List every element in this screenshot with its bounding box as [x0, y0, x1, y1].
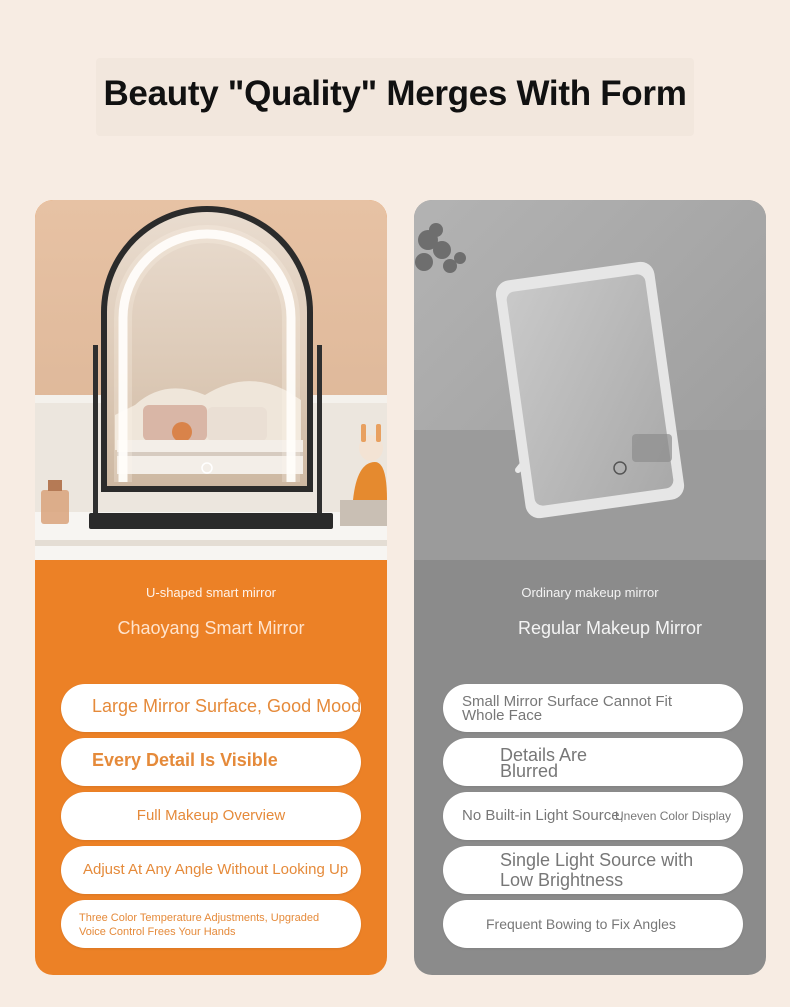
- feature-text: No Built-in Light Source,: [462, 807, 624, 824]
- feature-text: Low Brightness: [500, 870, 624, 890]
- feature-text: Every Detail Is Visible: [92, 750, 278, 770]
- feature-text: Full Makeup Overview: [136, 807, 286, 824]
- feature-text: Adjust At Any Angle Without Looking Up: [83, 861, 349, 878]
- feature-pill: [61, 846, 361, 894]
- feature-text: Details Are: [500, 745, 588, 765]
- regular-mirror-title: Regular Makeup Mirror: [517, 618, 703, 638]
- feature-pill: [443, 684, 743, 732]
- feature-pill: [443, 792, 743, 840]
- feature-pill: [443, 846, 743, 894]
- regular-mirror-photo: [414, 200, 766, 560]
- feature-pill: [61, 684, 361, 732]
- regular-mirror-card: [414, 200, 766, 975]
- feature-text: Frequent Bowing to Fix Angles: [486, 916, 676, 932]
- feature-text: Three Color Temperature Adjustments, Upgraded: [79, 912, 320, 924]
- regular-mirror-subtitle: Ordinary makeup mirror: [521, 585, 659, 600]
- feature-text: Whole Face: [462, 707, 543, 724]
- feature-text: Voice Control Frees Your Hands: [79, 926, 236, 938]
- feature-pill: [61, 900, 361, 948]
- smart-mirror-photo: [35, 200, 387, 560]
- feature-text: Uneven Color Display: [615, 809, 732, 823]
- feature-pill: [443, 900, 743, 948]
- feature-text: Single Light Source with: [500, 850, 694, 870]
- feature-pill: [61, 792, 361, 840]
- feature-pill: [443, 738, 743, 786]
- smart-mirror-subtitle: U-shaped smart mirror: [145, 585, 277, 600]
- smart-mirror-card: [35, 200, 387, 975]
- page-title: Beauty "Quality" Merges With Form: [103, 74, 687, 113]
- feature-text: Blurred: [500, 761, 559, 781]
- feature-text: Large Mirror Surface, Good Mood: [92, 696, 361, 716]
- feature-text: Small Mirror Surface Cannot Fit: [462, 693, 673, 710]
- smart-mirror-title: Chaoyang Smart Mirror: [117, 618, 305, 638]
- feature-pill: [61, 738, 361, 786]
